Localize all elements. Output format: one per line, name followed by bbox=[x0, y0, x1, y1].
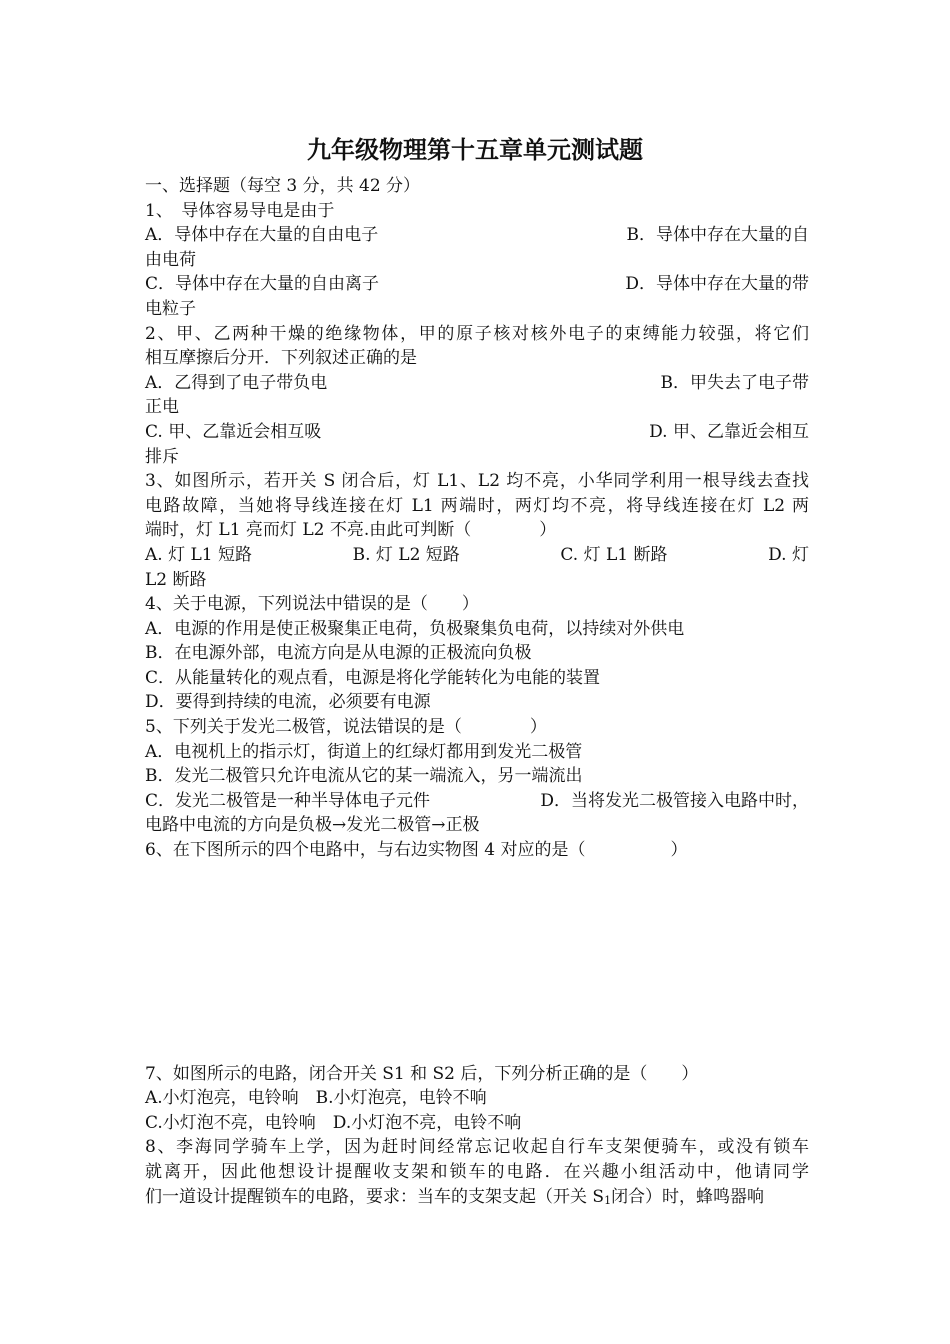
q7-options-cd: C.小灯泡不亮，电铃响 D.小灯泡不亮，电铃不响 bbox=[145, 1112, 522, 1133]
q2-options-cd bbox=[145, 420, 809, 445]
q2-option-b: B．甲失去了电子带 bbox=[660, 372, 809, 393]
q5-options-cd bbox=[145, 789, 809, 814]
q8-stem-line1: 8、李海同学骑车上学，因为赶时间经常忘记收起自行车支架便骑车，或没有锁车 bbox=[145, 1137, 809, 1158]
q8-stem-line2: 就离开，因此他想设计提醒收支架和锁车的电路．在兴趣小组活动中，他请同学 bbox=[145, 1162, 809, 1182]
q3-stem-line3: 端时，灯 L1 亮而灯 L2 不亮.由此可判断（ ） bbox=[145, 520, 557, 541]
q1-option-d: D．导体中存在大量的带 bbox=[625, 274, 809, 295]
question-list bbox=[145, 174, 809, 1209]
q3-option-b: B. 灯 L2 短路 bbox=[352, 544, 460, 565]
section-heading: 一、选择题（每空 3 分，共 42 分） bbox=[145, 176, 421, 196]
q1-option-c: C．导体中存在大量的自由离子 bbox=[145, 274, 380, 295]
q4-stem: 4、关于电源，下列说法中错误的是（ ） bbox=[145, 594, 479, 615]
q8-stem-line3-text bbox=[145, 1185, 764, 1210]
q1-options-cd bbox=[145, 272, 809, 297]
q8-switch-subscript: 1 bbox=[604, 1193, 612, 1207]
q1-option-b: B．导体中存在大量的自 bbox=[626, 225, 809, 246]
q2-option-d: D. 甲、乙靠近会相互 bbox=[649, 421, 809, 442]
q3-stem-line2: 电路故障，当她将导线连接在灯 L1 两端时，两灯均不亮，将导线连接在灯 L2 两 bbox=[145, 495, 809, 516]
q3-stem-line1: 3、如图所示，若开关 S 闭合后，灯 L1、L2 均不亮，小华同学利用一根导线去查找 bbox=[145, 471, 809, 492]
q2-option-a: A．乙得到了电子带负电 bbox=[145, 372, 328, 393]
q7-options-ab: A.小灯泡亮，电铃响 B.小灯泡亮，电铃不响 bbox=[145, 1088, 487, 1109]
q5-option-d-cont: 电路中电流的方向是负极→发光二极管→正极 bbox=[145, 815, 480, 836]
q1-option-a: A．导体中存在大量的自由电子 bbox=[145, 225, 379, 246]
q3-option-d-cont: L2 断路 bbox=[145, 569, 207, 590]
q6-figure-area bbox=[145, 863, 809, 1062]
q2-options-ab bbox=[145, 371, 809, 396]
q1-stem: 1、 导体容易导电是由于 bbox=[145, 200, 335, 221]
q1-option-b-cont: 由电荷 bbox=[145, 249, 196, 270]
q4-option-c: C．从能量转化的观点看，电源是将化学能转化为电能的装置 bbox=[145, 667, 601, 688]
page-title: 九年级物理第十五章单元测试题 bbox=[307, 136, 643, 164]
q2-option-b-cont: 正电 bbox=[145, 397, 179, 418]
q7-stem: 7、如图所示的电路，闭合开关 S1 和 S2 后，下列分析正确的是（ ） bbox=[145, 1063, 699, 1084]
q4-option-d: D．要得到持续的电流，必须要有电源 bbox=[145, 692, 431, 713]
q2-option-d-cont: 排斥 bbox=[145, 446, 179, 467]
q8-stem-line3 bbox=[145, 1185, 809, 1210]
q3-option-a: A. 灯 L1 短路 bbox=[145, 544, 252, 565]
q5-option-b: B．发光二极管只允许电流从它的某一端流入，另一端流出 bbox=[145, 766, 583, 787]
q5-option-d: D．当将发光二极管接入电路中时， bbox=[540, 790, 809, 811]
q5-option-a: A．电视机上的指示灯，街道上的红绿灯都用到发光二极管 bbox=[145, 741, 583, 762]
q4-option-b: B．在电源外部，电流方向是从电源的正极流向负极 bbox=[145, 643, 532, 664]
q8-stem-line3-part2: 闭合）时，蜂鸣器响 bbox=[611, 1186, 765, 1207]
q2-option-c: C. 甲、乙靠近会相互吸 bbox=[145, 421, 322, 442]
q8-stem-line3-part1: 们一道设计提醒锁车的电路，要求：当车的支架支起（开关 S bbox=[145, 1186, 605, 1207]
q6-stem: 6、在下图所示的四个电路中，与右边实物图 4 对应的是（ ） bbox=[145, 840, 688, 861]
q1-option-d-cont: 电粒子 bbox=[145, 298, 196, 319]
q5-option-c: C．发光二极管是一种半导体电子元件 bbox=[145, 790, 431, 811]
q4-option-a: A．电源的作用是使正极聚集正电荷，负极聚集负电荷，以持续对外供电 bbox=[145, 618, 685, 639]
q3-options bbox=[145, 543, 809, 568]
q2-stem-line2: 相互摩擦后分开．下列叙述正确的是 bbox=[145, 348, 417, 369]
q1-options-ab bbox=[145, 223, 809, 248]
q5-stem: 5、下列关于发光二极管，说法错误的是（ ） bbox=[145, 717, 547, 738]
q3-option-c: C. 灯 L1 断路 bbox=[560, 544, 668, 565]
q3-option-d: D. 灯 bbox=[768, 544, 809, 565]
q2-stem-line1: 2、甲、乙两种干燥的绝缘物体，甲的原子核对核外电子的束缚能力较强，将它们 bbox=[145, 323, 809, 344]
